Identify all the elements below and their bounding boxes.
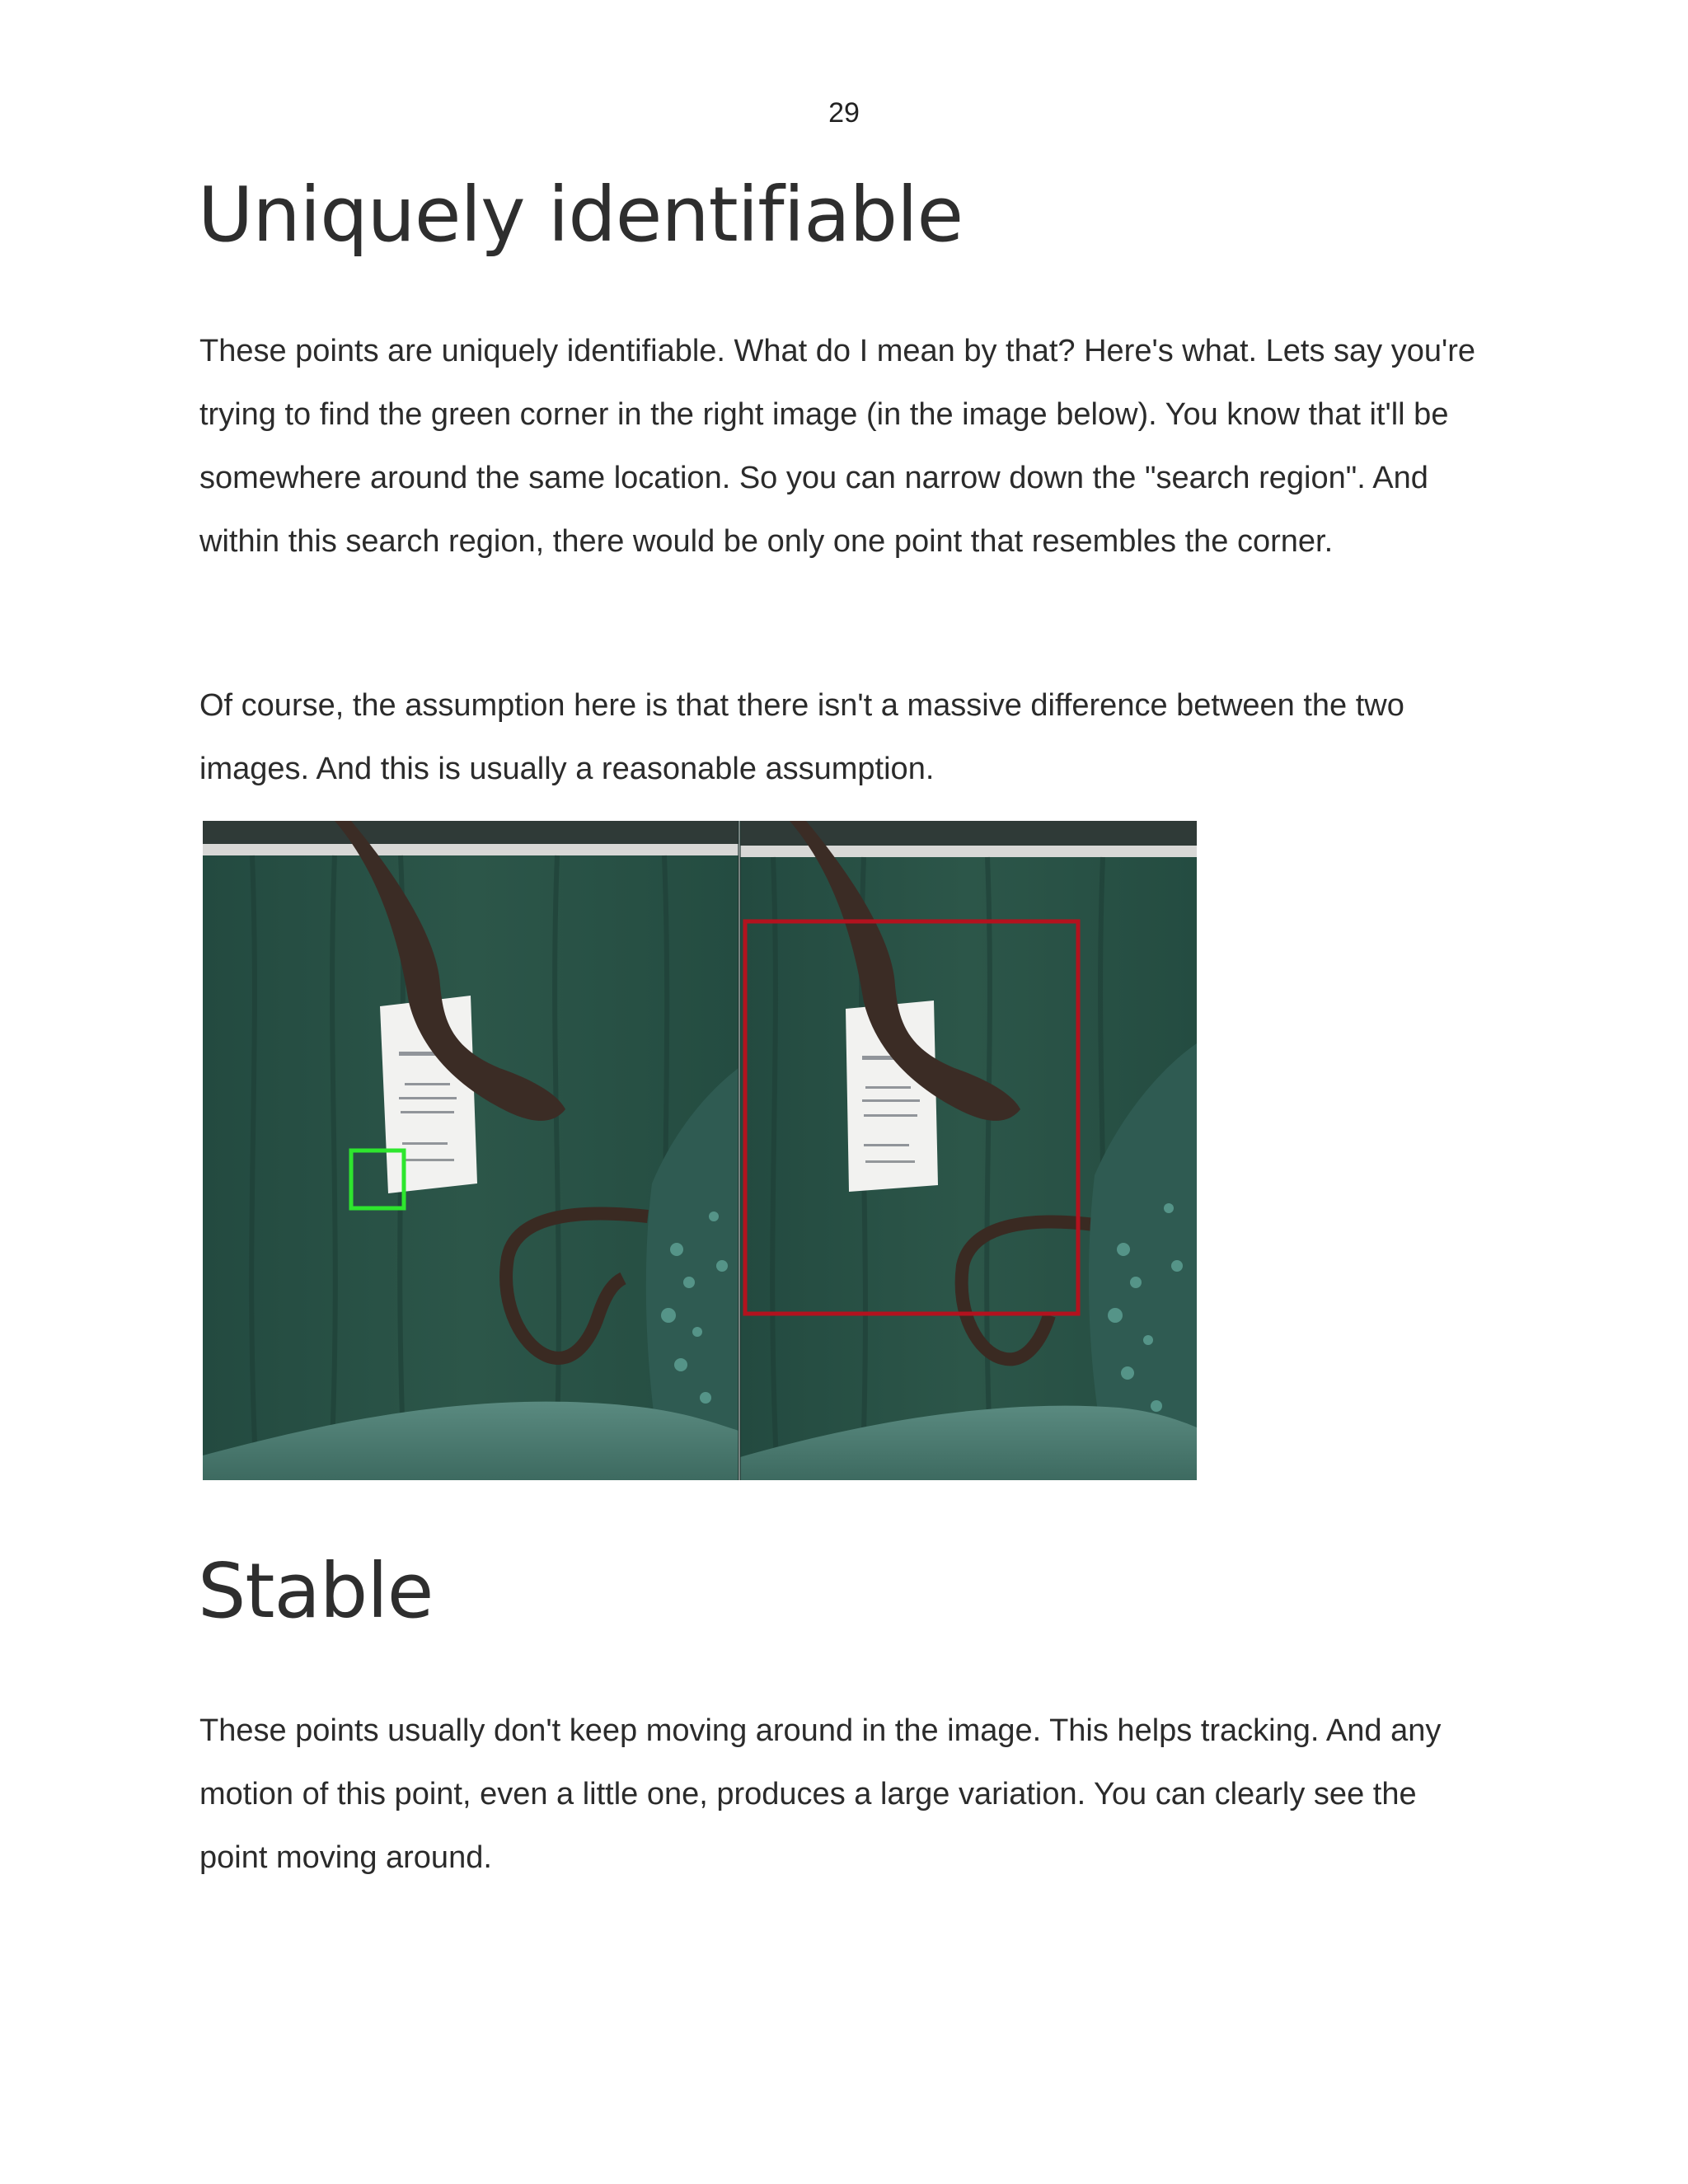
right-photo [740, 821, 1197, 1480]
section-heading-stable: Stable [198, 1547, 434, 1635]
section-heading-uniquely-identifiable: Uniquely identifiable [198, 171, 964, 259]
paragraph-uniquely-identifiable-1: These points are uniquely identifiable. What do I mean by that? Here's what. Lets say you're trying to find the green corner in the right image (in the image below). You know that it'll be somewhere around the same location. So you can narrow down the "search region". And within this search region, there would be only one point that resembles the corner. [199, 334, 1476, 559]
feature-matching-figure [203, 821, 1197, 1480]
page-number: 29 [828, 97, 860, 129]
paragraph-uniquely-identifiable-2: Of course, the assumption here is that there isn't a massive difference between the two images. And this is usually a reasonable assumption. [199, 688, 1404, 786]
left-photo [203, 821, 738, 1480]
paragraph-stable-1: These points usually don't keep moving around in the image. This helps tracking. And any motion of this point, even a little one, produces a large variation. You can clearly see the point moving around. [199, 1713, 1442, 1875]
